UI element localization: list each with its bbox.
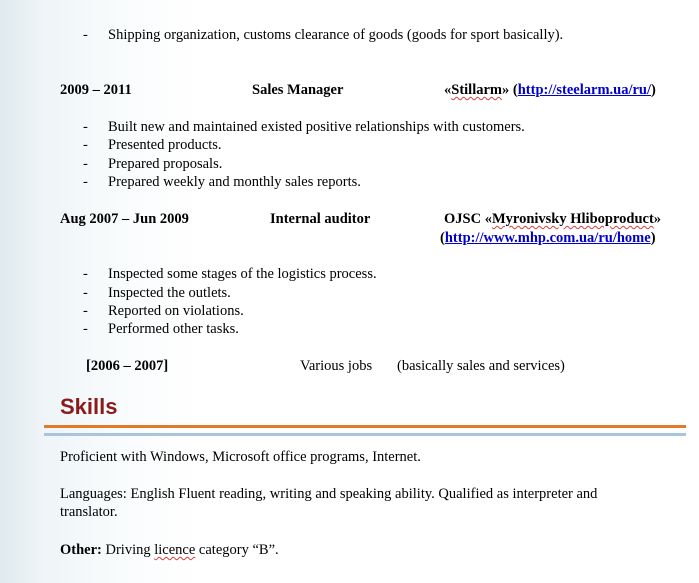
skills-computer: Proficient with Windows, Microsoft office programs, Internet. (60, 449, 421, 465)
bullet-dash: - (83, 119, 88, 135)
list-item: Shipping organization, customs clearance of goods (goods for sport basically). (108, 27, 564, 43)
list-item: Reported on violations. (108, 303, 244, 319)
list-item: Built new and maintained existed positive relationships with customers. (108, 119, 525, 135)
bullet-dash: - (83, 156, 88, 172)
job-title: Various jobs (300, 358, 373, 374)
job-dates: 2009 – 2011 (60, 82, 132, 98)
job-company: «Stillarm» (http://steelarm.ua/ru/) (444, 82, 656, 98)
bullet-dash: - (83, 321, 88, 337)
bullet-dash: - (83, 27, 88, 43)
skills-languages-line1: Languages: English Fluent reading, writing and speaking ability. Qualified as interpreter and (60, 486, 598, 502)
bullet-dash: - (83, 174, 88, 190)
job-dates: Aug 2007 – Jun 2009 (60, 211, 189, 227)
list-item: Prepared weekly and monthly sales reports. (108, 174, 361, 190)
skills-other: Other: Driving licence category “B”. (60, 542, 279, 558)
job-company-link-line: (http://www.mhp.com.ua/ru/home) (440, 230, 656, 246)
bullet-dash: - (83, 137, 88, 153)
bullet-dash: - (83, 285, 88, 301)
company-link[interactable]: http://steelarm.ua/ru/ (517, 82, 652, 98)
list-item: Inspected the outlets. (108, 285, 231, 301)
list-item: Prepared proposals. (108, 156, 223, 172)
company-link[interactable]: http://www.mhp.com.ua/ru/home (444, 230, 651, 246)
skills-languages-line2: translator. (60, 504, 118, 520)
job-dates: [2006 – 2007] (86, 358, 169, 374)
job-description: (basically sales and services) (397, 358, 565, 374)
section-heading-skills: Skills (60, 394, 118, 419)
list-item: Inspected some stages of the logistics process. (108, 266, 377, 282)
list-item: Performed other tasks. (108, 321, 239, 337)
job-company: OJSC «Myronivsky Hliboproduct» (444, 211, 662, 227)
job-title: Sales Manager (252, 82, 344, 98)
list-item: Presented products. (108, 137, 222, 153)
bullet-dash: - (83, 303, 88, 319)
other-label: Other: (60, 542, 102, 558)
heading-rule-orange (44, 425, 686, 428)
job-title: Internal auditor (270, 211, 371, 227)
bullet-dash: - (83, 266, 88, 282)
heading-rule-blue (44, 433, 686, 436)
